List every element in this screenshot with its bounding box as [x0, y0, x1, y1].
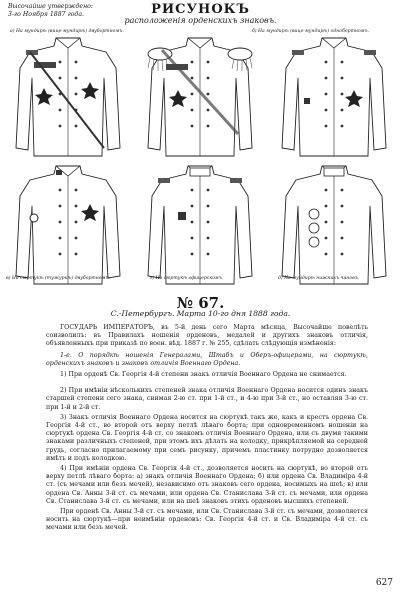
paragraph-7: При орденѣ Св. Анны 3-й ст. съ мечами, или Св. Станислава 3-й ст. съ мечами, дозволяется носить на сюртукѣ—при неимѣніи орденовъ: Св. Георгія 4-й ст. и Св. Владиміра 4-й ст. съ мечами или безъ мечей. — [46, 508, 368, 532]
tunic-d — [16, 166, 120, 284]
paragraph-3: 1) При орденѣ Св. Георгія 4-й степени знакъ отличія Военнаго Ордена не снимается. — [60, 371, 347, 379]
caption-c: в) На сюртукѣ (тужуркѣ) двубортномъ. — [6, 276, 110, 281]
order-date: С.-Петербургъ. Марта 10-го дня 1888 года. — [110, 309, 291, 318]
tunic-e — [148, 166, 252, 284]
tunic-a — [16, 38, 120, 156]
page-number: 627 — [375, 578, 393, 588]
caption-e: д) На мундирѣ нижнихъ чиновъ. — [278, 276, 360, 281]
caption-d: г) На сюртукѣ офицерскомъ. — [150, 276, 224, 281]
approval-line-2: 3-го Ноября 1887 года. — [8, 11, 85, 18]
page-subtitle: расположенія орденскихъ знаковъ. — [124, 16, 277, 25]
caption-a: а) На мундирѣ (вице-мундирѣ) двубортномъ. — [10, 29, 124, 34]
paragraph-5: 3) Знакъ отличія Военнаго Ордена носится на сюртукѣ такъ же, какъ и крестъ ордена Св. Георгія 4-й ст., во второй отъ верху петлѣ лѣваго борта; при одновременномъ ношеніи на сюртукѣ ордена Св. Георгія 4-й ст. со знакомъ отличія Военнаго Ордена, или съ двумя такими знаками различныхъ степеней, при этомъ ихъ дѣлать на колодку, прикрѣпляемой на середней грудь, согласно прилагаемому при семъ рисунку, причемъ пластинку потрудно дозволяется имѣть и подъ колодкою. — [46, 413, 368, 462]
caption-b: б) На мундирѣ (вице-мундирѣ) однобортномъ. — [252, 29, 370, 34]
page-title: РИСУНОКЪ — [151, 2, 250, 17]
tunic-f — [282, 166, 386, 284]
document-body — [46, 324, 368, 533]
tunic-b — [148, 38, 252, 156]
tunic-c — [282, 38, 386, 156]
order-number: № 67. — [176, 294, 225, 312]
paragraph-4: 2) При имѣніи нѣсколькихъ степеней знака отличія Военнаго Ордена носится одинъ знакъ старшей степени сего знака, снимая 2-ю ст. при 1-й ст., и 4-ю при 3-й ст., но оставляя 3-ю ст. при 1-й и 2-й ст. — [46, 387, 368, 411]
paragraph-2: 1-е. О порядкѣ ношенія Генералами, Штабъ и Оберъ-офицерами, на сюртукѣ, орденскихъ знаковъ и знаковъ отличія Военнаго Ордена. — [46, 351, 368, 367]
paragraph-6: 4) При имѣніи ордена Св. Георгія 4-й ст., дозволяется носить на сюртукѣ, во второй отъ верху петлѣ лѣваго борта: а) знакъ отличія Военнаго Ордена; б) или ордена Св. Владиміра 4-й ст. (съ мечами или безъ мечей), независимо отъ знаковъ сего ордена, носимыхъ на шеѣ; в) или ордена Св. Анны 3-й ст. съ мечами, или ордена Св. Станислава 3-й ст. съ мечами, или ордена Св. Станислава 3-й ст. съ мечами, или на шеѣ знаковъ этихъ орденовъ высшихъ степеней. — [46, 465, 368, 505]
paragraph-1: ГОСУДАРЬ ИМПЕРАТОРЪ, въ 5-й день сего Марта мѣсяца, Высочайше повелѣть соизволилъ: въ Правилахъ ношенія орденовъ, медалей и другихъ знаковъ отличія, объявленныхъ при приказѣ по воен. вѣд. 1887 г. № 255, сдѣлать слѣдующія измѣненія: — [46, 324, 368, 348]
approval-line-1: Высочайше утверждено: — [8, 3, 93, 10]
uniform-plate — [0, 26, 401, 288]
